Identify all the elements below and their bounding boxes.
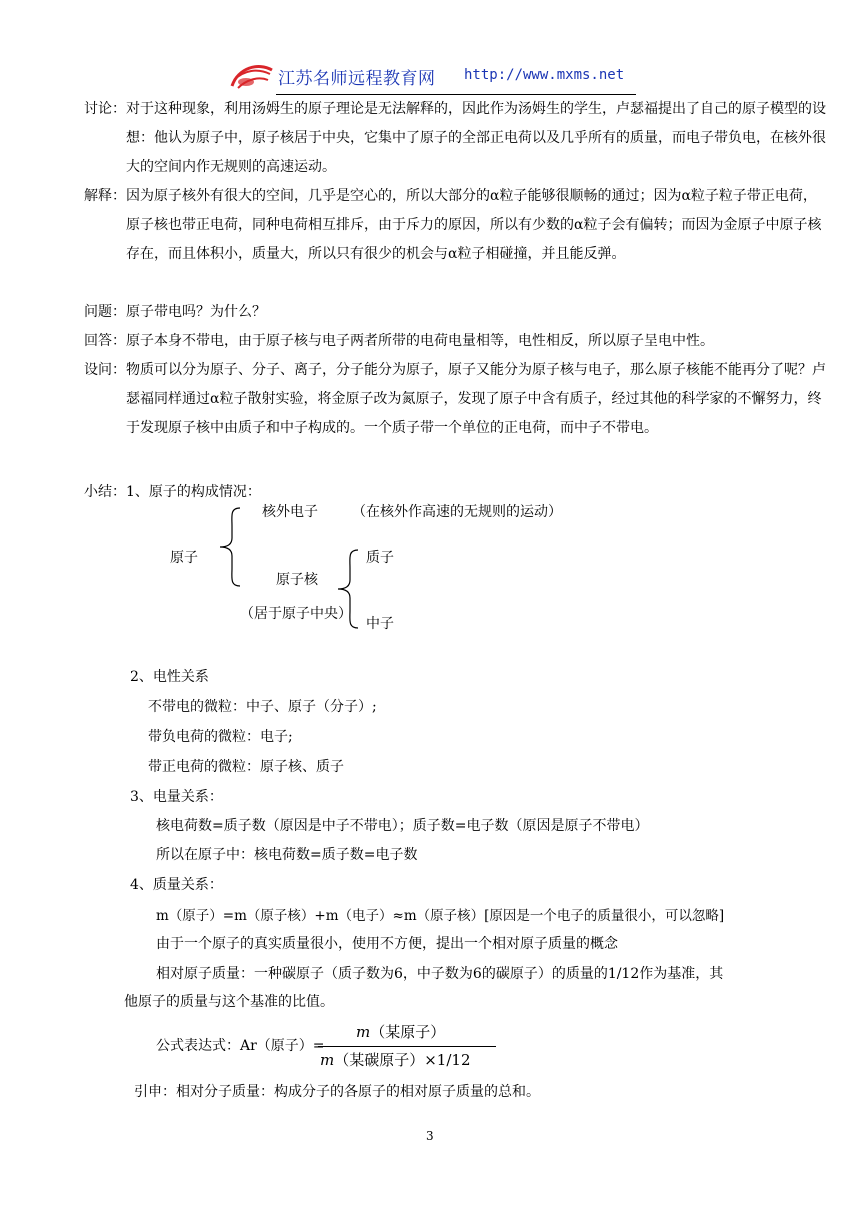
relative-mass-line-1: 相对原子质量：一种碳原子（质子数为6，中子数为6的碳原子）的质量的1/12作为基准，其 bbox=[156, 966, 724, 982]
page-number: 3 bbox=[426, 1129, 434, 1143]
diagram-electron: 核外电子 bbox=[262, 504, 318, 520]
summary-label: 小结： bbox=[84, 484, 126, 500]
question-label: 问题： bbox=[84, 304, 126, 320]
atom-brace bbox=[214, 506, 244, 588]
discussion-paragraph bbox=[84, 95, 826, 182]
nucleus-brace bbox=[334, 548, 362, 630]
item4-line-2: 由于一个原子的真实质量很小，使用不方便，提出一个相对原子质量的概念 bbox=[156, 936, 618, 952]
explanation-paragraph bbox=[84, 182, 826, 269]
summary-item4: 4、质量关系： bbox=[130, 877, 223, 893]
extension-line: 引申：相对分子质量：构成分子的各原子的相对原子质量的总和。 bbox=[134, 1084, 540, 1100]
summary-item3: 3、电量关系： bbox=[130, 789, 223, 805]
fraction-bar bbox=[318, 1046, 496, 1047]
formula-denominator: m（某碳原子）×1/12 bbox=[320, 1051, 471, 1069]
followup-paragraph bbox=[84, 356, 826, 443]
item2-line-2: 带负电荷的微粒：电子; bbox=[148, 729, 293, 745]
answer-text: 原子本身不带电，由于原子核与电子两者所带的电荷电量相等，电性相反，所以原子呈电中性。 bbox=[126, 333, 714, 349]
item4-line-1: m（原子）=m（原子核）+m（电子）≈m（原子核）[原因是一个电子的质量很小，可以忽略] bbox=[156, 908, 725, 924]
diagram-atom: 原子 bbox=[170, 550, 198, 566]
diagram-nucleus-note: （居于原子中央） bbox=[240, 606, 352, 622]
item3-line-1: 核电荷数=质子数（原因是中子不带电）；质子数=电子数（原因是原子不带电） bbox=[156, 818, 649, 834]
question-paragraph bbox=[84, 298, 784, 327]
followup-text: 物质可以分为原子、分子、离子，分子能分为原子，原子又能分为原子核与电子，那么原子核能不能再分了呢？卢瑟福同样通过α粒子散射实验，将金原子改为氮原子，发现了原子中含有质子，经过其他的科学家的不懈努力，终于发现原子核中由质子和中子构成的。一个质子带一个单位的正电荷，而中子不带电。 bbox=[126, 362, 826, 436]
item2-line-3: 带正电荷的微粒：原子核、质子 bbox=[148, 759, 344, 775]
diagram-nucleus: 原子核 bbox=[276, 572, 318, 588]
followup-label: 设问： bbox=[84, 362, 126, 378]
diagram-proton: 质子 bbox=[366, 550, 394, 566]
summary-item2: 2、电性关系 bbox=[130, 669, 209, 685]
item3-line-2: 所以在原子中：核电荷数=质子数=电子数 bbox=[156, 847, 418, 863]
answer-paragraph bbox=[84, 327, 784, 356]
question-text: 原子带电吗？为什么？ bbox=[126, 304, 266, 320]
formula-lead: 公式表达式：Ar（原子）= bbox=[156, 1038, 325, 1054]
discussion-text: 对于这种现象，利用汤姆生的原子理论是无法解释的，因此作为汤姆生的学生，卢瑟福提出了自己的原子模型的设想：他认为原子中，原子核居于中央，它集中了原子的全部正电荷以及几乎所有的质量，而电子带负电，在核外很大的空间内作无规则的高速运动。 bbox=[126, 101, 826, 175]
fish-swoosh-logo-icon bbox=[228, 58, 274, 96]
school-name: 江苏名师远程教育网 bbox=[278, 69, 436, 89]
site-url[interactable]: http://www.mxms.net bbox=[464, 67, 625, 83]
discussion-label: 讨论： bbox=[84, 101, 126, 117]
item2-line-1: 不带电的微粒：中子、原子（分子）; bbox=[148, 699, 377, 715]
explanation-text: 因为原子核外有很大的空间，几乎是空心的，所以大部分的α粒子能够很顺畅的通过；因为α粒子粒子带正电荷，原子核也带正电荷，同种电荷相互排斥，由于斥力的原因，所以有少数的α粒子会有偏转；而因为金原子中原子核存在，而且体积小，质量大，所以只有很少的机会与α粒子相碰撞，并且能反弹。 bbox=[126, 188, 822, 262]
diagram-neutron: 中子 bbox=[366, 616, 394, 632]
relative-mass-line-2: 他原子的质量与这个基准的比值。 bbox=[124, 994, 334, 1010]
diagram-electron-note: （在核外作高速的无规则的运动） bbox=[352, 504, 562, 520]
summary-item1: 1、原子的构成情况： bbox=[126, 484, 261, 500]
formula-numerator: m（某原子） bbox=[356, 1023, 446, 1041]
page-header bbox=[228, 58, 636, 98]
explanation-label: 解释： bbox=[84, 188, 126, 204]
summary-heading bbox=[84, 482, 261, 502]
answer-label: 回答： bbox=[84, 333, 126, 349]
